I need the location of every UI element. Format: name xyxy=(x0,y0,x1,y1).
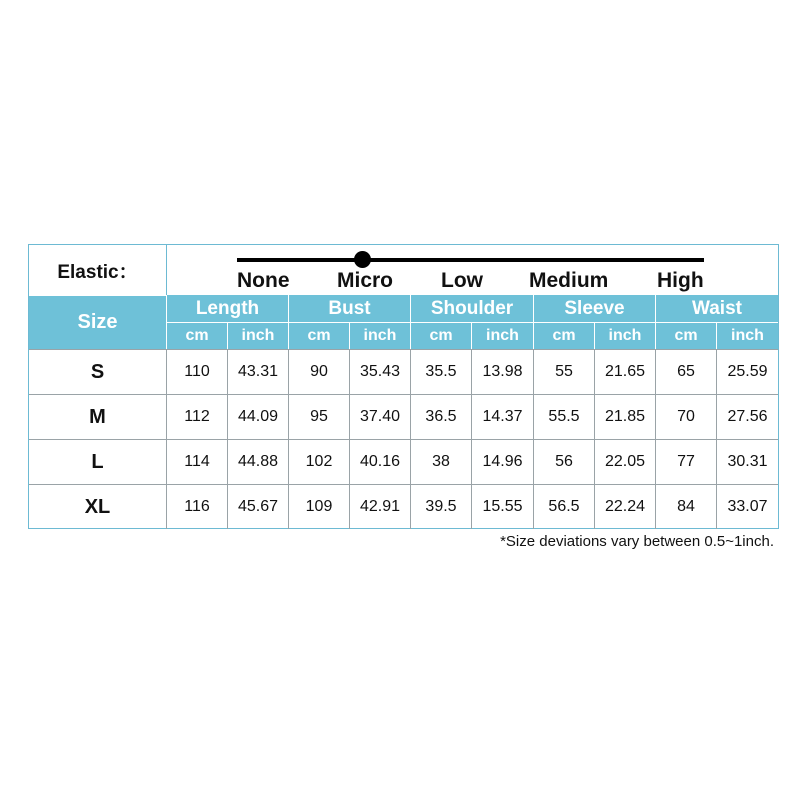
table-cell: 102 xyxy=(288,439,349,484)
table-cell: 55.5 xyxy=(533,394,594,439)
table-cell: 95 xyxy=(288,394,349,439)
table-cell: 112 xyxy=(166,394,227,439)
table-cell: 39.5 xyxy=(410,484,471,529)
size-label-s: S xyxy=(29,349,166,394)
table-cell: 14.96 xyxy=(471,439,533,484)
table-cell: 21.85 xyxy=(594,394,655,439)
elastic-level-high: High xyxy=(657,269,704,292)
size-label-l: L xyxy=(29,439,166,484)
unit-header-cm: cm xyxy=(166,322,227,349)
table-cell: 40.16 xyxy=(349,439,410,484)
size-label-xl: XL xyxy=(29,484,166,529)
table-cell: 77 xyxy=(655,439,716,484)
group-header-sleeve: Sleeve xyxy=(533,295,655,322)
table-cell: 45.67 xyxy=(227,484,288,529)
table-cell: 90 xyxy=(288,349,349,394)
table-cell: 110 xyxy=(166,349,227,394)
unit-header-cm: cm xyxy=(410,322,471,349)
table-cell: 43.31 xyxy=(227,349,288,394)
elastic-label: Elastic： xyxy=(57,261,138,283)
table-cell: 42.91 xyxy=(349,484,410,529)
elastic-level-micro: Micro xyxy=(337,269,394,292)
size-chart-table xyxy=(28,244,779,529)
table-cell: 14.37 xyxy=(471,394,533,439)
unit-header-inch: inch xyxy=(471,322,533,349)
unit-header-cm: cm xyxy=(288,322,349,349)
table-cell: 21.65 xyxy=(594,349,655,394)
elastic-scale-line xyxy=(237,258,704,262)
table-cell: 27.56 xyxy=(716,394,778,439)
unit-header-inch: inch xyxy=(594,322,655,349)
group-header-bust: Bust xyxy=(288,295,410,322)
elastic-scale xyxy=(166,245,778,295)
unit-header-inch: inch xyxy=(716,322,778,349)
table-cell: 70 xyxy=(655,394,716,439)
size-deviation-note: *Size deviations vary between 0.5~1inch. xyxy=(500,533,774,550)
table-cell: 44.09 xyxy=(227,394,288,439)
table-cell: 109 xyxy=(288,484,349,529)
unit-header-inch: inch xyxy=(227,322,288,349)
elastic-level-medium: Medium xyxy=(529,269,609,292)
table-cell: 116 xyxy=(166,484,227,529)
table-cell: 22.05 xyxy=(594,439,655,484)
group-header-shoulder: Shoulder xyxy=(410,295,533,322)
table-cell: 114 xyxy=(166,439,227,484)
table-cell: 15.55 xyxy=(471,484,533,529)
elastic-level-low: Low xyxy=(441,269,483,292)
table-cell: 13.98 xyxy=(471,349,533,394)
table-cell: 36.5 xyxy=(410,394,471,439)
table-cell: 65 xyxy=(655,349,716,394)
table-cell: 22.24 xyxy=(594,484,655,529)
size-column-header: Size xyxy=(29,295,166,349)
table-cell: 35.5 xyxy=(410,349,471,394)
table-cell: 38 xyxy=(410,439,471,484)
size-label-m: M xyxy=(29,394,166,439)
elastic-scale-marker xyxy=(354,251,371,268)
unit-header-cm: cm xyxy=(533,322,594,349)
table-cell: 84 xyxy=(655,484,716,529)
group-header-waist: Waist xyxy=(655,295,778,322)
table-cell: 30.31 xyxy=(716,439,778,484)
table-cell: 35.43 xyxy=(349,349,410,394)
table-cell: 37.40 xyxy=(349,394,410,439)
elastic-level-none: None xyxy=(237,269,290,292)
unit-header-cm: cm xyxy=(655,322,716,349)
table-cell: 25.59 xyxy=(716,349,778,394)
unit-header-inch: inch xyxy=(349,322,410,349)
group-header-length: Length xyxy=(166,295,288,322)
table-cell: 44.88 xyxy=(227,439,288,484)
table-cell: 55 xyxy=(533,349,594,394)
table-cell: 56.5 xyxy=(533,484,594,529)
table-cell: 56 xyxy=(533,439,594,484)
table-cell: 33.07 xyxy=(716,484,778,529)
